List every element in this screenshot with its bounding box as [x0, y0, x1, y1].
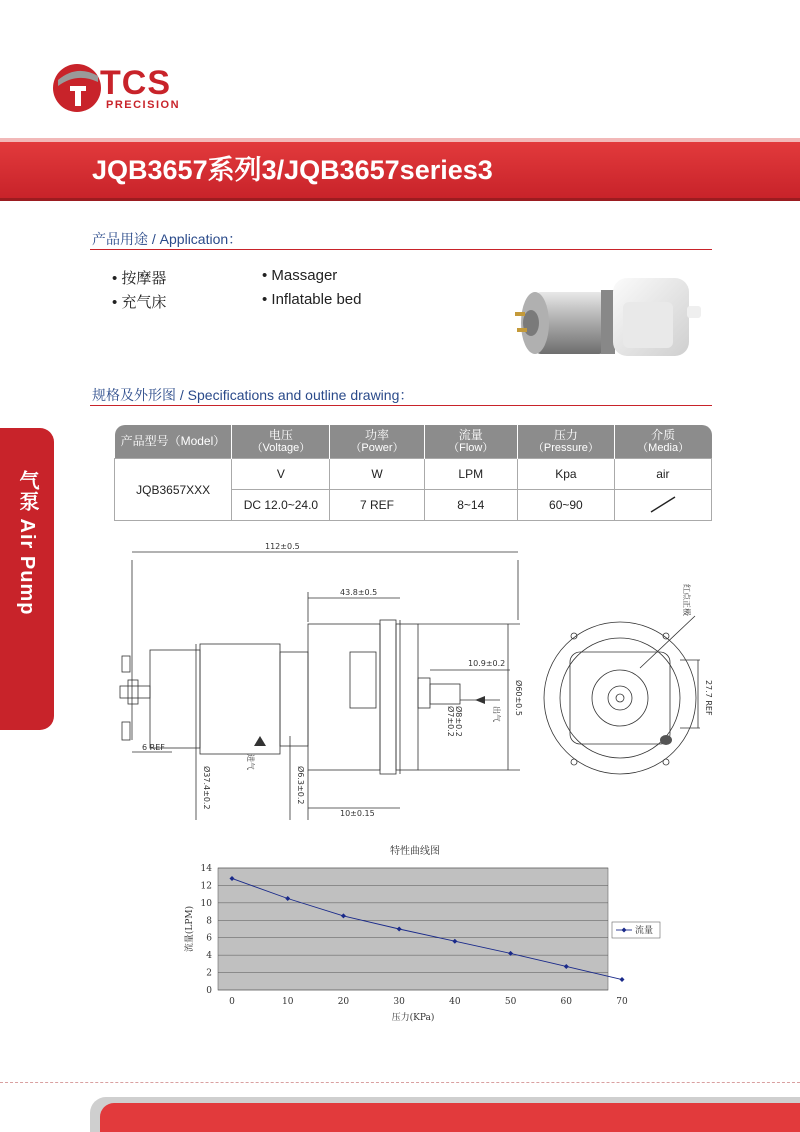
spec-header-power: 功率 （Power） — [330, 425, 424, 459]
spec-header-flow: 流量 （Flow） — [424, 425, 517, 459]
y-tick-label: 14 — [200, 864, 212, 874]
product-photo — [505, 262, 705, 372]
spec-unit: V — [232, 459, 330, 490]
y-axis-label: 流量(LPM) — [185, 905, 195, 953]
application-item: • 按摩器 — [112, 270, 167, 287]
x-tick-label: 0 — [229, 997, 235, 1007]
dim-10: 10±0.15 — [340, 809, 375, 818]
plot-area — [218, 868, 608, 990]
application-item: • 充气床 — [112, 294, 167, 311]
spec-header-model: 产品型号（Model） — [115, 425, 232, 459]
dim-dia63: Ø6.3±0.2 — [296, 766, 305, 805]
table-row — [115, 459, 712, 490]
application-title: 产品用途 / Application： — [92, 231, 243, 247]
label-red-positive: 红点正极 — [682, 584, 691, 616]
application-item: • Massager — [262, 267, 338, 284]
application-item: • Inflatable bed — [262, 291, 362, 308]
x-tick-label: 70 — [616, 997, 628, 1007]
x-tick-label: 40 — [449, 997, 461, 1007]
y-tick-label: 8 — [206, 916, 212, 927]
spec-unit: LPM — [424, 459, 517, 490]
spec-header-voltage: 电压 （Voltage） — [232, 425, 330, 459]
dim-dia8: Ø8±0.2 — [454, 706, 463, 737]
y-tick-label: 2 — [206, 968, 212, 979]
dim-dia7: Ø7±0.2 — [446, 706, 455, 737]
x-tick-label: 30 — [393, 997, 405, 1007]
y-tick-label: 0 — [206, 986, 212, 996]
spec-unit: air — [614, 459, 711, 490]
dim-pump: 43.8±0.5 — [340, 588, 378, 597]
y-tick-label: 12 — [200, 881, 212, 892]
x-tick-label: 50 — [504, 997, 517, 1007]
footer-divider — [0, 1082, 800, 1084]
spec-table — [114, 425, 712, 521]
spec-value: 7 REF — [330, 490, 424, 521]
chart — [180, 858, 680, 1028]
spec-header-media: 介质 （Media） — [614, 425, 711, 459]
y-tick-label: 10 — [200, 898, 212, 909]
legend-label: 流量 — [635, 926, 654, 936]
spec-unit: W — [330, 459, 424, 490]
page-title: JQB3657系列3/JQB3657series3 — [92, 155, 493, 185]
spec-model: JQB3657XXX — [115, 459, 232, 521]
label-in: 进气 — [246, 754, 255, 770]
dim-277: 27.7 REF — [704, 680, 713, 716]
spec-header-pressure: 压力 （Pressure） — [517, 425, 614, 459]
dim-6ref: 6 REF — [142, 743, 165, 752]
x-tick-label: 60 — [560, 997, 573, 1007]
spec-media-value — [614, 490, 711, 521]
dim-dia60: Ø60±0.5 — [514, 680, 523, 716]
label-out: 出气 — [492, 706, 501, 722]
dim-nozzle: 10.9±0.2 — [468, 659, 506, 668]
footer-bar-red — [100, 1103, 800, 1132]
spec-value: 8~14 — [424, 490, 517, 521]
logo-subtext: PRECISION — [106, 99, 181, 111]
data-point — [620, 977, 625, 982]
specs-divider — [90, 405, 712, 406]
x-axis-label: 压力(KPa) — [391, 1013, 435, 1023]
x-tick-label: 20 — [337, 997, 350, 1007]
chart-title: 特性曲线图 — [390, 846, 440, 857]
application-divider — [90, 249, 712, 250]
logo-text: TCS — [100, 64, 171, 102]
spec-value: DC 12.0~24.0 — [232, 490, 330, 521]
specs-title: 规格及外形图 / Specifications and outline drawing： — [92, 387, 414, 403]
spec-unit: Kpa — [517, 459, 614, 490]
dim-total: 112±0.5 — [265, 542, 300, 551]
outline-drawing — [100, 540, 720, 830]
side-tab-label: 气泵 Air Pump — [16, 470, 38, 616]
dim-dia374: Ø37.4±0.2 — [202, 766, 211, 810]
y-tick-label: 6 — [206, 933, 212, 944]
x-tick-label: 10 — [281, 997, 294, 1007]
y-tick-label: 4 — [206, 951, 212, 962]
slash-mark — [643, 493, 683, 515]
spec-value: 60~90 — [517, 490, 614, 521]
